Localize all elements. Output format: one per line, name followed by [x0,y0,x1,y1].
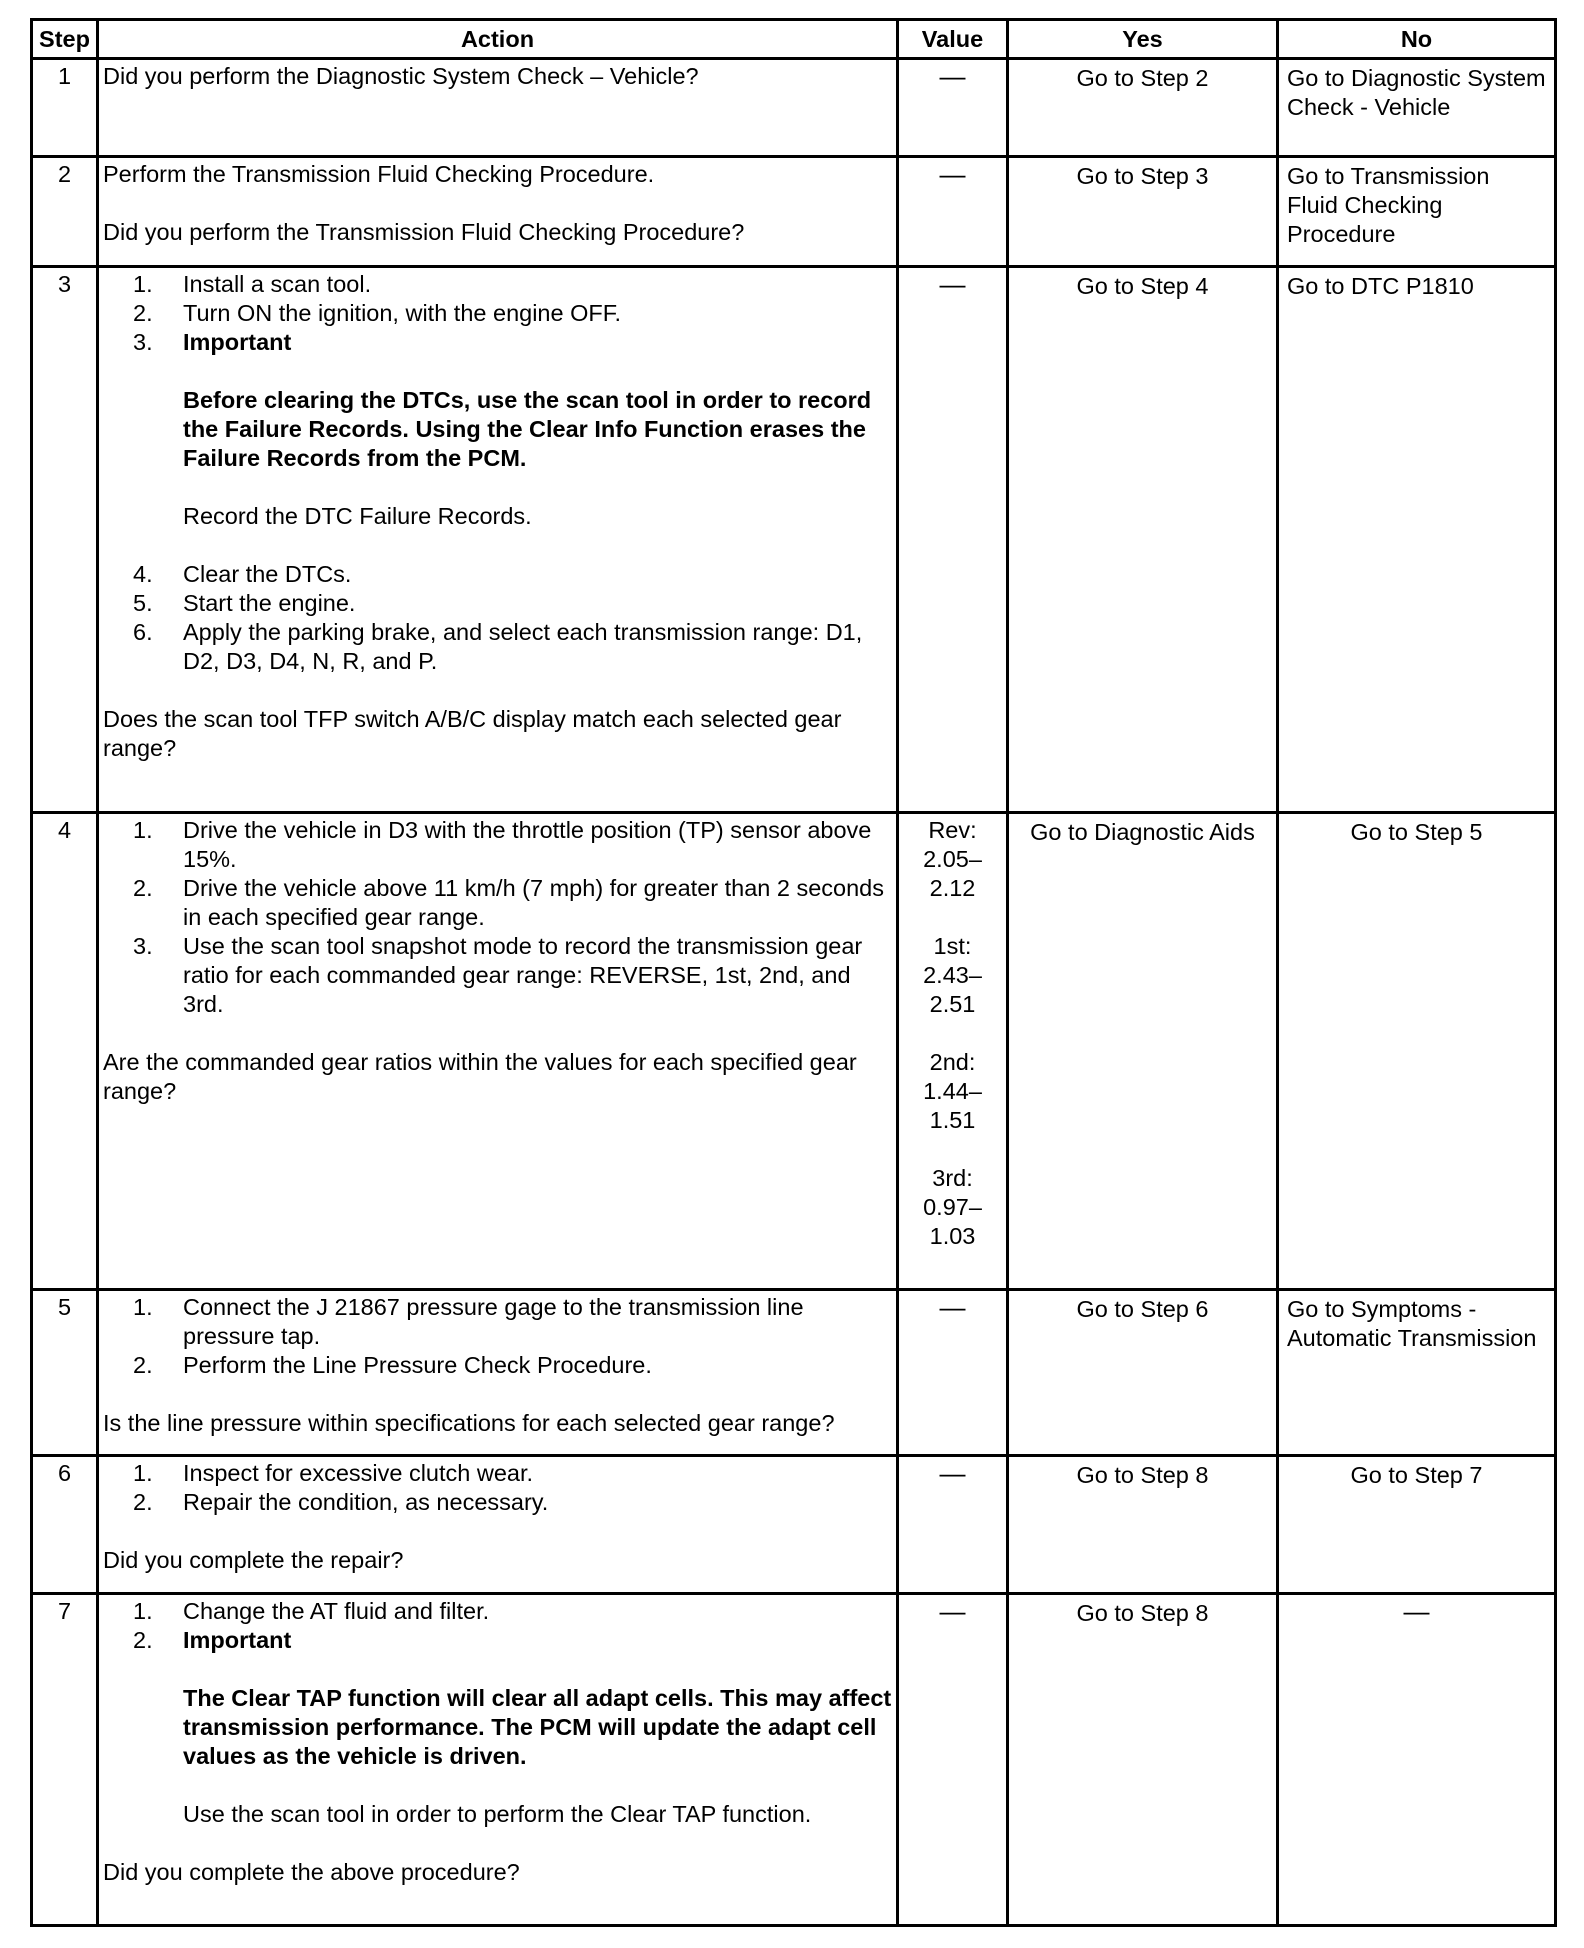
header-action: Action [98,20,898,59]
question-text: Did you complete the above procedure? [103,1859,520,1885]
list-item: 2. Repair the condition, as necessary. [133,1489,549,1515]
step-number: 7 [32,1594,98,1926]
action-cell [98,1594,898,1926]
step-number: 5 [32,1290,98,1456]
yes-cell [1008,813,1278,1290]
yes-cell [1008,1594,1278,1926]
yes-link[interactable]: Go to Step 8 [1076,1600,1209,1626]
yes-cell [1008,59,1278,157]
value-cell: — [898,1290,1008,1456]
list-item: 2. Perform the Line Pressure Check Procedure. [133,1352,652,1378]
list-item: 3. Use the scan tool snapshot mode to record the transmission gear ratio for each commanded gear range: REVERSE, 1st, 2nd, and 3rd. [133,933,863,1017]
step-list [103,1293,892,1380]
value-cell: — [898,157,1008,267]
action-cell [98,1456,898,1594]
yes-cell [1008,157,1278,267]
yes-cell [1008,1290,1278,1456]
yes-link[interactable]: Go to Step 8 [1076,1462,1209,1488]
list-item: 6. Apply the parking brake, and select each transmission range: D1, D2, D3, D4, N, R, and P. [133,619,863,674]
question-text: Did you perform the Transmission Fluid Checking Procedure? [103,219,745,245]
list-item: 1. Install a scan tool. [133,271,372,297]
sub-instruction: Record the DTC Failure Records. [183,503,532,529]
action-cell [98,59,898,157]
gear-value-3rd: 3rd: 0.97– 1.03 [923,1165,982,1249]
table-row [32,1290,1556,1456]
list-item: 3. Important [133,329,292,355]
list-item: 1. Connect the J 21867 pressure gage to the transmission line pressure tap. [133,1294,804,1349]
action-cell [98,813,898,1290]
value-cell: — [898,267,1008,813]
list-item: 2. Turn ON the ignition, with the engine OFF. [133,300,622,326]
question-text: Did you perform the Diagnostic System Check – Vehicle? [103,63,699,89]
no-cell [1278,59,1556,157]
gear-value-1st: 1st: 2.43– 2.51 [923,933,982,1017]
no-cell [1278,157,1556,267]
value-cell: — [898,1594,1008,1926]
step-list [103,1459,892,1517]
table-row [32,157,1556,267]
diagnostic-table [30,18,1557,1927]
table-row [32,813,1556,1290]
yes-link[interactable]: Go to Step 6 [1076,1296,1209,1322]
value-cell: — [898,59,1008,157]
table-row [32,267,1556,813]
no-cell [1278,1456,1556,1594]
no-link[interactable]: Go to Symptoms - Automatic Transmission [1287,1296,1537,1351]
step-list [103,816,892,1019]
yes-link[interactable]: Go to Step 2 [1076,65,1209,91]
header-step: Step [32,20,98,59]
yes-cell [1008,1456,1278,1594]
list-item: 1. Drive the vehicle in D3 with the throttle position (TP) sensor above 15%. [133,817,872,872]
action-cell [98,267,898,813]
no-link[interactable]: Go to DTC P1810 [1287,273,1474,299]
question-text: Did you complete the repair? [103,1547,404,1573]
important-note: Before clearing the DTCs, use the scan tool in order to record the Failure Records. Using the Clear Info Function erases the Failure Records from the PCM. [183,387,872,471]
header-value: Value [898,20,1008,59]
no-link[interactable]: Go to Diagnostic System Check - Vehicle [1287,65,1546,120]
yes-link[interactable]: Go to Step 3 [1076,163,1209,189]
step-number: 6 [32,1456,98,1594]
list-item: 1. Change the AT fluid and filter. [133,1598,490,1624]
yes-link[interactable]: Go to Step 4 [1076,273,1209,299]
action-cell [98,157,898,267]
list-item: 5. Start the engine. [133,590,356,616]
action-cell [98,1290,898,1456]
step-list [103,270,892,357]
question-text: Does the scan tool TFP switch A/B/C display match each selected gear range? [103,706,842,761]
gear-value-rev: Rev: 2.05– 2.12 [923,817,982,901]
step-number: 3 [32,267,98,813]
list-item: 2. Important [133,1627,292,1653]
yes-link[interactable]: Go to Diagnostic Aids [1030,819,1255,845]
step-list [103,560,892,676]
step-number: 4 [32,813,98,1290]
table-row [32,1456,1556,1594]
list-item: 4. Clear the DTCs. [133,561,352,587]
list-item: 1. Inspect for excessive clutch wear. [133,1460,534,1486]
question-text: Are the commanded gear ratios within the values for each specified gear range? [103,1049,857,1104]
important-note: The Clear TAP function will clear all adapt cells. This may affect transmission performance. The PCM will update the adapt cell values as the vehicle is driven. [183,1685,892,1769]
step-number: 2 [32,157,98,267]
sub-instruction: Use the scan tool in order to perform the Clear TAP function. [183,1801,812,1827]
yes-cell [1008,267,1278,813]
instruction-text: Perform the Transmission Fluid Checking Procedure. [103,161,655,187]
table-row [32,59,1556,157]
question-text: Is the line pressure within specifications for each selected gear range? [103,1410,835,1436]
no-cell [1278,267,1556,813]
no-cell [1278,813,1556,1290]
value-cell [898,813,1008,1290]
no-link[interactable]: Go to Step 7 [1350,1462,1483,1488]
header-yes: Yes [1008,20,1278,59]
step-list [103,1597,892,1655]
list-item: 2. Drive the vehicle above 11 km/h (7 mph) for greater than 2 seconds in each specified gear range. [133,875,885,930]
no-link[interactable]: Go to Transmission Fluid Checking Procedure [1287,163,1490,247]
no-cell [1278,1290,1556,1456]
no-link[interactable]: Go to Step 5 [1350,819,1483,845]
no-cell: — [1278,1594,1556,1926]
gear-value-2nd: 2nd: 1.44– 1.51 [923,1049,982,1133]
header-row [32,20,1556,59]
step-number: 1 [32,59,98,157]
table-row [32,1594,1556,1926]
value-cell: — [898,1456,1008,1594]
header-no: No [1278,20,1556,59]
